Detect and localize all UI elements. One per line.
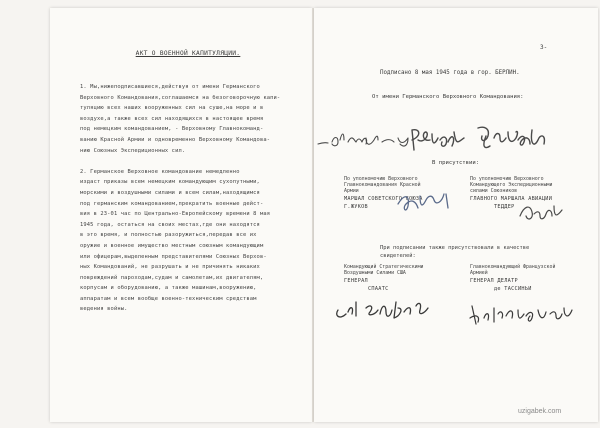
text-line: в это время, и полностью разоружиться,передав все их	[80, 232, 257, 239]
german-signatures	[314, 120, 594, 160]
tassigny-signature	[466, 298, 586, 332]
authority-line: силами Союзников	[470, 188, 518, 195]
authority-line: По уполномочию Верховного	[344, 176, 418, 182]
tassigny-rank: ГЕНЕРАЛ ДЕЛАТР	[470, 278, 518, 284]
text-line: ных Командований, не разрушать и не причинять никаких	[80, 264, 260, 271]
signed-line: Подписано 8 мая 1945 года в гор. БЕРЛИН.	[380, 70, 520, 76]
tassigny-name: де ТАССИНЬИ	[494, 286, 532, 292]
text-line: ведения войны.	[80, 306, 128, 313]
watermark: uzigabek.com	[518, 408, 562, 415]
text-line: Верховного Командования,соглашаемся на безоговорочную капи-	[80, 94, 281, 101]
right-page	[314, 8, 598, 422]
text-line: туляцию всех наших вооруженных сил на суше,на море и в	[80, 105, 264, 112]
text-line: под германским командованием,прекратить военные дейст-	[80, 200, 264, 207]
authority-line: Армией	[470, 270, 488, 277]
authority-line: Командующий Стратегическими	[344, 264, 424, 270]
authority-line: Армии	[344, 188, 359, 195]
tedder-rank: ГЛАВНОГО МАРШАЛА АВИАЦИИ	[470, 196, 553, 202]
text-line: издаст приказы всем немецким командующим сухопутными,	[80, 179, 260, 186]
tedder-signature	[514, 196, 574, 226]
authority-line: Главнокомандования Красной	[344, 182, 421, 189]
witness-line: При подписании также присутствовали в качестве	[380, 245, 530, 251]
tedder-name: ТЕДДЕР	[494, 204, 515, 210]
witness-line: свидетелей:	[380, 253, 416, 259]
spaatz-authority	[344, 264, 424, 276]
zhukov-signature	[394, 186, 464, 216]
text-line: 1945 года, остаться на своих местах,где они находятся	[80, 221, 260, 228]
text-line: нию Союзных Экспедиционных сил.	[80, 147, 186, 154]
presence-line: В присутствии:	[432, 160, 480, 166]
text-line: корпусам и оборудованию, а также машинам,вооружению,	[80, 285, 257, 292]
authority-line: Главнокомандующий Французской	[470, 264, 556, 270]
authority-line: Воздушными Силами США	[344, 270, 406, 277]
text-line: воздухе,а также всех сил находящихся в настоящее время	[80, 115, 264, 122]
text-line: оружие и военное имущество местным союзным командующим	[80, 242, 264, 249]
witnesses-intro	[380, 244, 529, 260]
text-line: ванию Красной Армии и одновременно Верховному Командова-	[80, 136, 271, 143]
document-title: АКТ О ВОЕННОЙ КАПИТУЛЯЦИИ.	[135, 50, 241, 57]
text-line: или офицерам,выделенным представителями Союзных Верхов-	[80, 253, 267, 260]
tassigny-authority	[470, 264, 555, 276]
on-behalf-line: От имени Германского Верховного Командования:	[372, 94, 524, 100]
authority-line: По уполномочию Верховного	[470, 176, 544, 182]
text-line	[80, 156, 298, 167]
spaatz-rank: ГЕНЕРАЛ	[344, 278, 368, 284]
text-line: повреждений пароходам,судам и самолетам,их двигателям,	[80, 274, 264, 281]
text-line: под немецким командованием, - Верховному Главнокоманд-	[80, 126, 264, 133]
capitulation-text	[80, 82, 298, 315]
spaatz-signature	[332, 292, 442, 326]
zhukov-name: Г.ЖУКОВ	[344, 204, 368, 210]
text-line: 2. Германское Верховное командование немедленно	[80, 168, 240, 175]
left-page	[50, 8, 312, 422]
text-line: морскими и воздушными силами и всем силам,находящимся	[80, 189, 260, 196]
page-number: 3-	[540, 44, 548, 51]
zhukov-rank: МАРШАЛ СОВЕТСКОГО СОЮЗА	[344, 196, 423, 202]
text-line: вия в 23-01 час по Центрально-Европейскому времени 8 мая	[80, 211, 271, 218]
authority-line: Командующего Экспедиционными	[470, 182, 553, 189]
spaatz-name: СПААТС	[368, 286, 389, 292]
tedder-authority	[470, 176, 552, 195]
text-line: аппаратам и всем вообще военно-техническим средствам	[80, 295, 257, 302]
text-line: 1. Мы,нижеподписавшиеся,действуя от имени Германского	[80, 84, 260, 90]
